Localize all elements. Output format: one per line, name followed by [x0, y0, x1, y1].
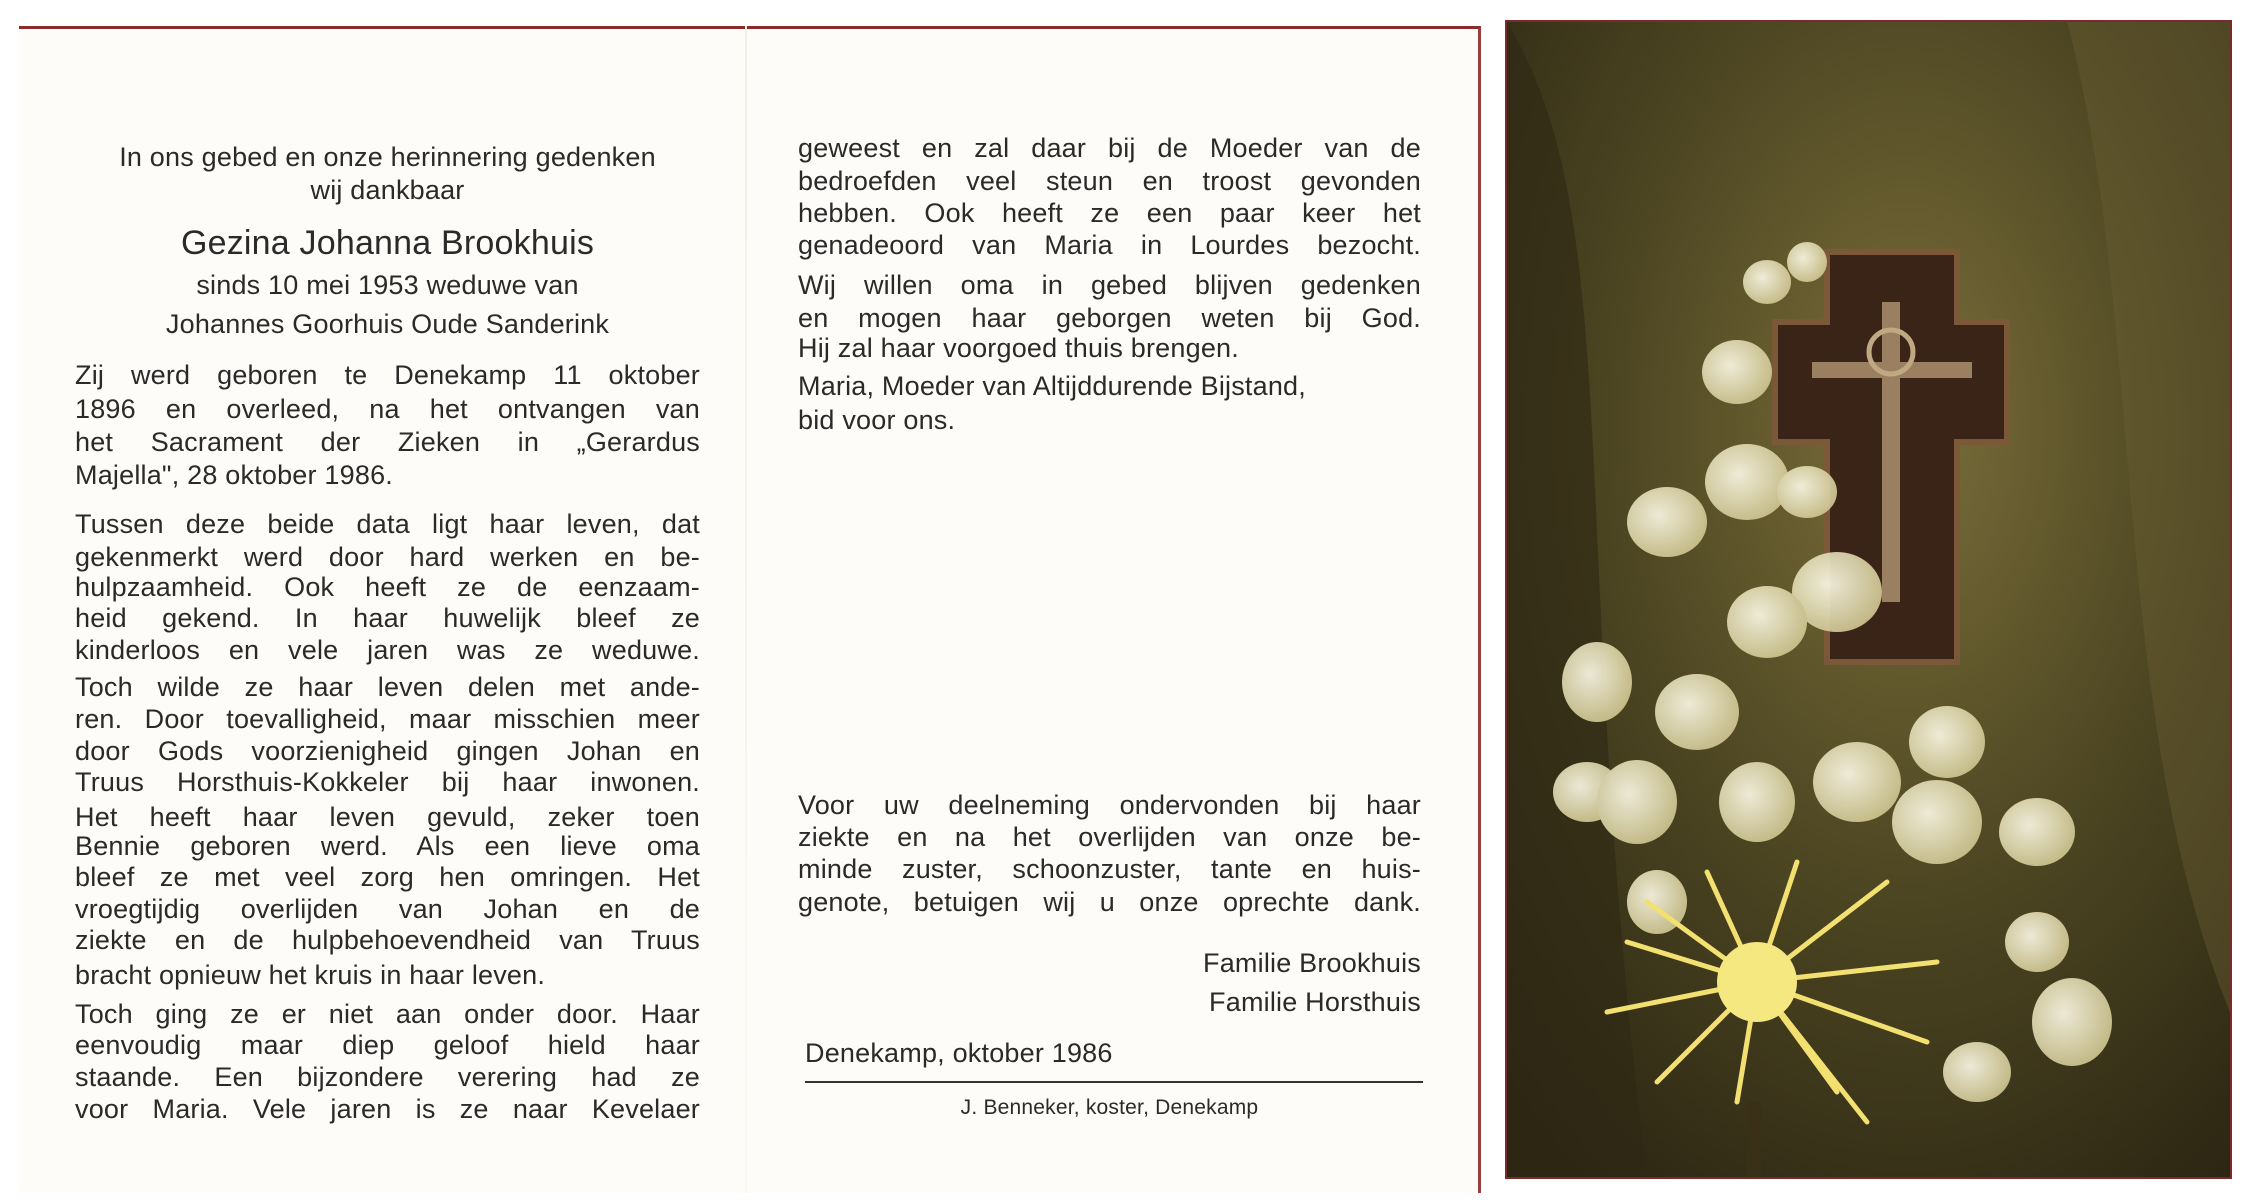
- text-line: bleef ze met veel zorg hen omringen. Het: [75, 862, 700, 892]
- text-line: bedroefden veel steun en troost gevonden: [798, 166, 1421, 196]
- widow-since: sinds 10 mei 1953 weduwe van: [196, 270, 579, 300]
- text-line: Truus Horsthuis-Kokkeler bij haar inwonen.: [75, 767, 700, 797]
- text-line: Bennie geboren werd. Als een lieve oma: [75, 831, 700, 861]
- thanks-line: minde zuster, schoonzuster, tante en huis-: [798, 854, 1421, 884]
- text-line: door Gods voorzienigheid gingen Johan en: [75, 736, 700, 766]
- heading-line: In ons gebed en onze herinnering gedenken: [119, 142, 656, 172]
- text-line: staande. Een bijzondere verering had ze: [75, 1062, 700, 1092]
- text-line: hebben. Ook heeft ze een paar keer het: [798, 198, 1421, 228]
- deceased-name: Gezina Johanna Brookhuis: [180, 224, 595, 262]
- heading-line: wij dankbaar: [310, 175, 465, 205]
- text-line: ren. Door toevalligheid, maar misschien meer: [75, 704, 700, 734]
- family-signature: Familie Brookhuis: [1203, 948, 1421, 978]
- divider-rule: [805, 1081, 1423, 1083]
- photo-illustration: [1507, 22, 2232, 1179]
- text-line: voor Maria. Vele jaren is ze naar Kevelaer: [75, 1094, 700, 1124]
- text-line: Zij werd geboren te Denekamp 11 oktober: [75, 360, 700, 390]
- text-line: gekenmerkt werd door hard werken en be-: [75, 542, 700, 572]
- text-line: Het heeft haar leven gevuld, zeker toen: [75, 802, 700, 832]
- text-line: het Sacrament der Zieken in „Gerardus: [75, 427, 700, 457]
- text-line: Toch ging ze er niet aan onder door. Haar: [75, 999, 700, 1029]
- thanks-line: Voor uw deelneming ondervonden bij haar: [798, 790, 1421, 820]
- prayer-line: bid voor ons.: [798, 405, 956, 435]
- text-line: en mogen haar geborgen weten bij God.: [798, 303, 1421, 333]
- text-line: ziekte en de hulpbehoevendheid van Truus: [75, 925, 700, 955]
- thanks-line: genote, betuigen wij u onze oprechte dank.: [798, 887, 1421, 917]
- text-line: Toch wilde ze haar leven delen met ande-: [75, 672, 700, 702]
- text-line: Wij willen oma in gebed blijven gedenken: [798, 270, 1421, 300]
- card-fold: [745, 26, 747, 1193]
- text-line: eenvoudig maar diep geloof hield haar: [75, 1030, 700, 1060]
- text-line: 1896 en overleed, na het ontvangen van: [75, 394, 700, 424]
- crucifix-with-flowers-photo: [1505, 20, 2232, 1179]
- text-line: bracht opnieuw het kruis in haar leven.: [75, 960, 546, 990]
- text-line: geweest en zal daar bij de Moeder van de: [798, 133, 1421, 163]
- thanks-line: ziekte en na het overlijden van onze be-: [798, 822, 1421, 852]
- text-line: Hij zal haar voorgoed thuis brengen.: [798, 333, 1239, 363]
- text-line: Tussen deze beide data ligt haar leven, dat: [75, 509, 700, 539]
- prayer-line: Maria, Moeder van Altijddurende Bijstand,: [798, 371, 1306, 401]
- text-line: heid gekend. In haar huwelijk bleef ze: [75, 603, 700, 633]
- text-line: kinderloos en vele jaren was ze weduwe.: [75, 635, 700, 665]
- spouse-name: Johannes Goorhuis Oude Sanderink: [165, 309, 610, 339]
- text-line: vroegtijdig overlijden van Johan en de: [75, 894, 700, 924]
- family-signature: Familie Horsthuis: [1209, 987, 1421, 1017]
- printer-credit: J. Benneker, koster, Denekamp: [960, 1096, 1259, 1119]
- text-line: hulpzaamheid. Ook heeft ze de eenzaam-: [75, 572, 700, 602]
- place-date: Denekamp, oktober 1986: [805, 1038, 1113, 1068]
- text-line: Majella", 28 oktober 1986.: [75, 460, 393, 490]
- text-line: genadeoord van Maria in Lourdes bezocht.: [798, 230, 1421, 260]
